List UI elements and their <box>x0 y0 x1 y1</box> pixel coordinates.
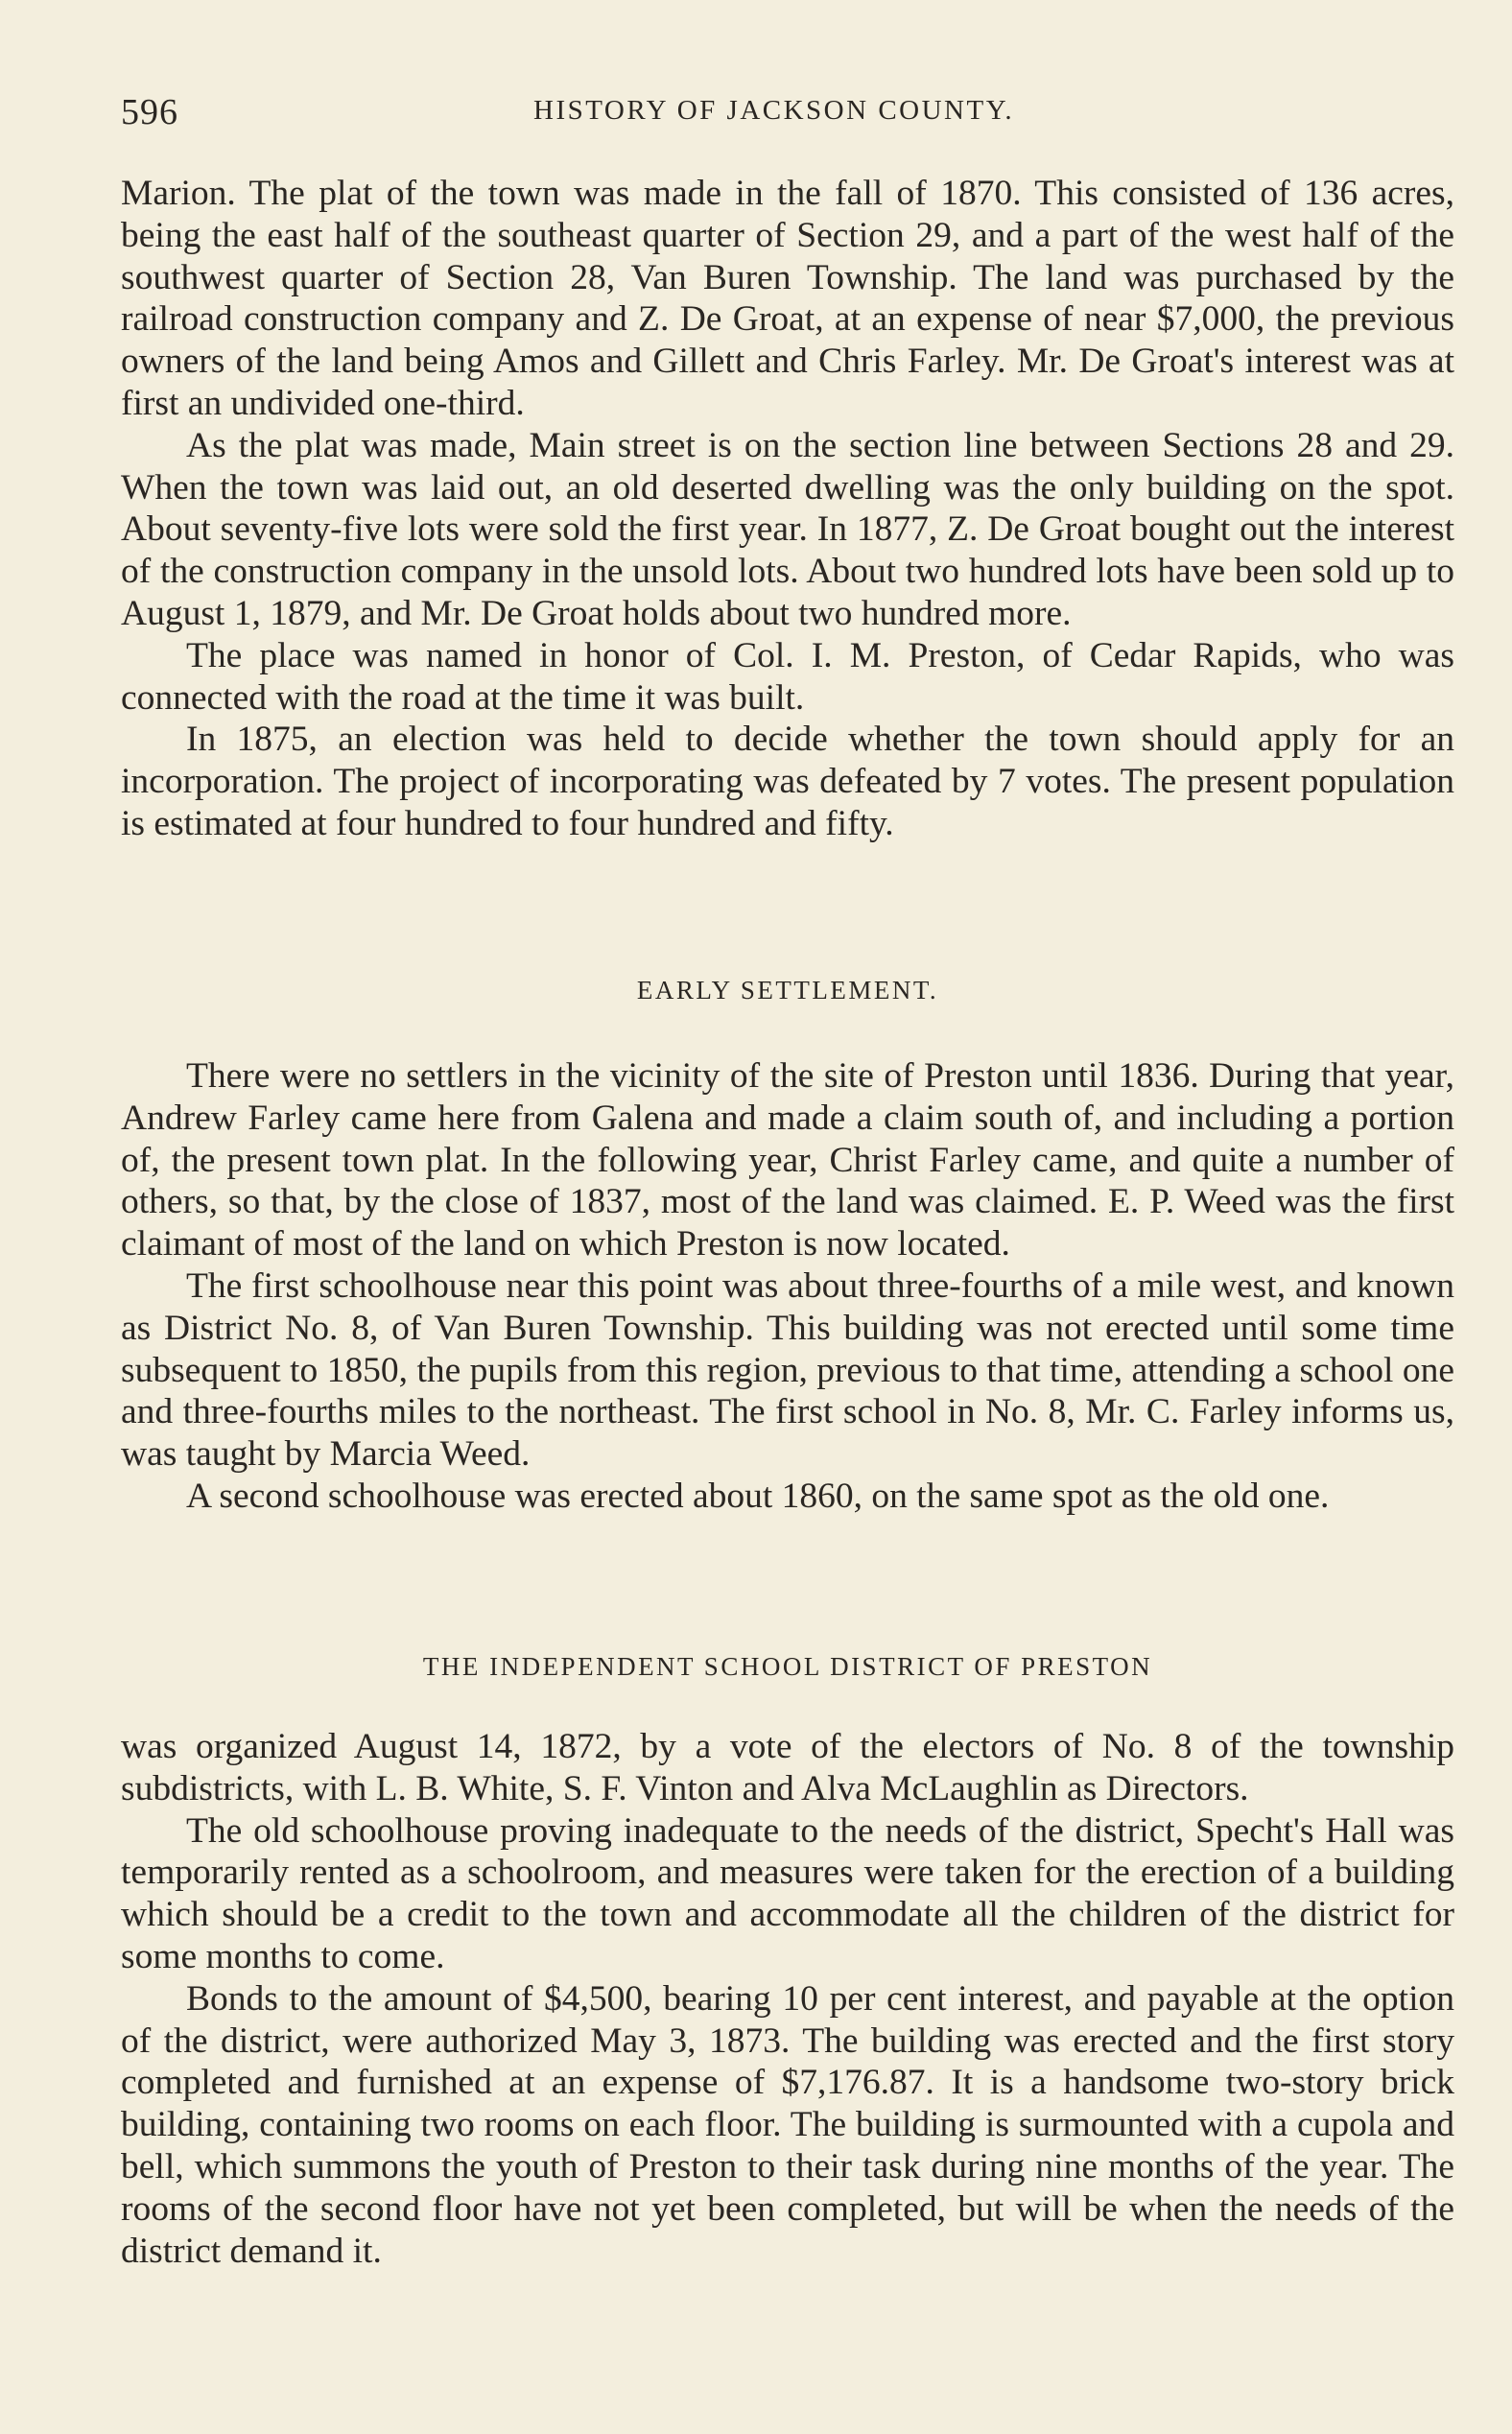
paragraph-first-settlers: There were no settlers in the vicinity of the site of Preston until 1836. During that year, Andrew Farley came here from Galena and made a claim south of, and including a portion of, the present town plat. In the following year, Christ Farley came, and quite a number of others, so that, by the close of 1837, most of the land was claimed. E. P. Weed was the first claimant of most of the land on which Preston is now located. <box>121 1056 1454 1264</box>
page-number: 596 <box>121 92 178 132</box>
paragraph-incorporation: In 1875, an election was held to decide whether the town should apply for an incorporation. The project of incorporating was defeated by 7 votes. The present population is estimated at four hundred to four hundred and fifty. <box>121 720 1454 843</box>
paragraph-town-name: The place was named in honor of Col. I. M. Preston, of Cedar Rapids, who was connected with the road at the time it was built. <box>121 635 1454 718</box>
paragraph-first-schoolhouse: The first schoolhouse near this point was about three-fourths of a mile west, and known as District No. 8, of Van Buren Township. This building was not erected until some time subsequent to 1850, the pupils from this region, previous to that time, attending a school one and three-fourths miles to the northeast. The first school in No. 8, Mr. C. Farley informs us, was taught by Marcia Weed. <box>121 1265 1454 1475</box>
opening-section <box>121 173 1454 845</box>
paragraph-town-plat: Marion. The plat of the town was made in the fall of 1870. This consisted of 136 acres, being the east half of the southeast quarter of Section 29, and a part of the west half of the southwest quarter of Section 28, Van Buren Township. The land was purchased by the railroad construction company and Z. De Groat, at an expense of near $7,000, the previous owners of the land being Amos and Gillett and Chris Farley. Mr. De Groat's interest was at first an undivided one-third. <box>121 174 1454 423</box>
paragraph-bonds-building: Bonds to the amount of $4,500, bearing 10 per cent interest, and payable at the option of the district, were authorized May 3, 1873. The building was erected and the first story completed and furnished at an expense of $7,176.87. It is a handsome two-story brick building, containing two rooms on each floor. The building is surmounted with a cupola and bell, which summons the youth of Preston to their task during nine months of the year. The rooms of the second floor have not yet been completed, but will be when the needs of the district demand it. <box>121 1978 1454 2271</box>
section-heading-early-settlement: EARLY SETTLEMENT. <box>636 976 939 1004</box>
running-title: HISTORY OF JACKSON COUNTY. <box>533 95 1015 126</box>
running-head <box>121 91 1454 139</box>
paragraph-specht-hall: The old schoolhouse proving inadequate to the needs of the district, Specht's Hall was temporarily rented as a schoolroom, and measures were taken for the erection of a building which should be a credit to the town and accommodate all the children of the district for some months to come. <box>121 1810 1454 1976</box>
paragraph-second-schoolhouse: A second schoolhouse was erected about 1860, on the same spot as the old one. <box>186 1476 1330 1516</box>
early-settlement-section <box>121 1055 1454 1518</box>
paragraph-district-organized: was organized August 14, 1872, by a vote of the electors of No. 8 of the township subdistricts, with L. B. White, S. F. Vinton and Alva McLaughlin as Directors. <box>121 1727 1454 1808</box>
school-district-section <box>121 1726 1454 2272</box>
paragraph-main-street: As the plat was made, Main street is on the section line between Sections 28 and 29. When the town was laid out, an old deserted dwelling was the only building on the spot. About seventy-five lots were sold the first year. In 1877, Z. De Groat bought out the interest of the construction company in the unsold lots. About two hundred lots have been sold up to August 1, 1879, and Mr. De Groat holds about two hundred more. <box>121 425 1454 633</box>
section-heading-school-district: THE INDEPENDENT SCHOOL DISTRICT OF PRESTON <box>422 1652 1153 1681</box>
